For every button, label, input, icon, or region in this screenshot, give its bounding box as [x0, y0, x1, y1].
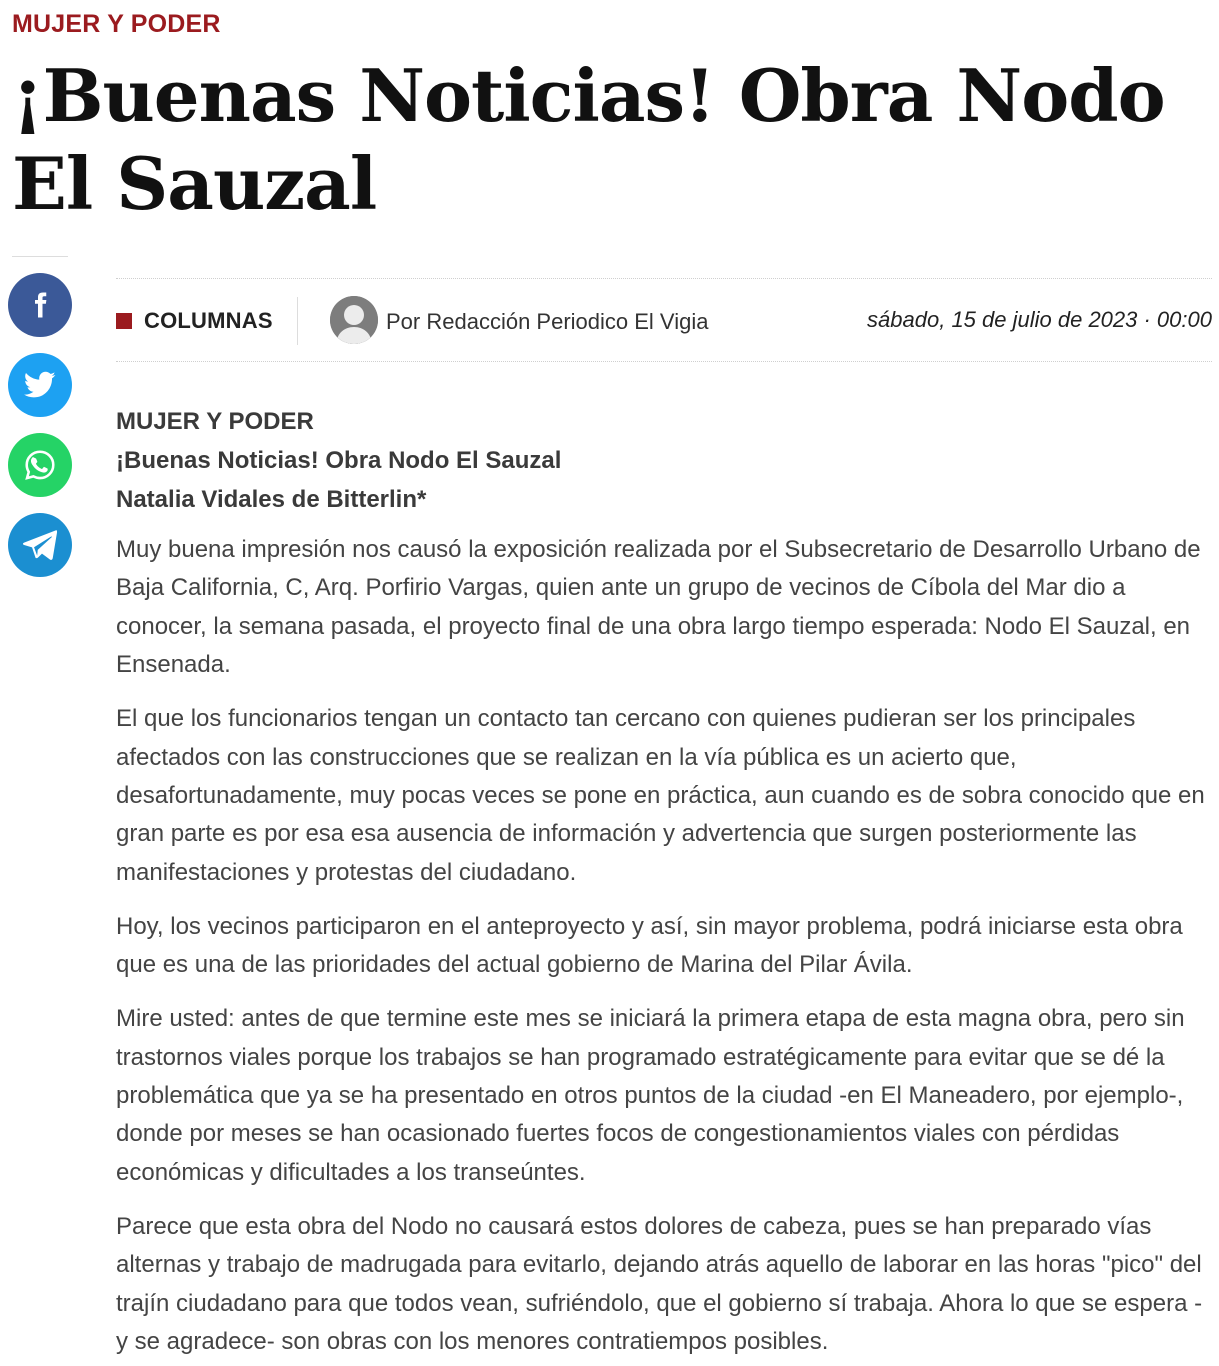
whatsapp-share-button[interactable] — [8, 433, 72, 497]
share-divider — [12, 256, 68, 257]
paragraph: Muy buena impresión nos causó la exposición realizada por el Subsecretario de Desarrollo Urbano de Baja California, C, Arq. Porfirio Vargas, quien ante un grupo de vecinos de Cíbola del Mar dio a conocer, la semana pasada, el proyecto final de una obra largo tiempo esperada: Nodo El Sauzal, en Ensenada. — [116, 536, 1201, 679]
columnist-name: Natalia Vidales de Bitterlin* — [116, 486, 427, 513]
user-placeholder-icon — [330, 296, 378, 344]
twitter-share-button[interactable] — [8, 353, 72, 417]
article-body — [116, 402, 1212, 1362]
article-headline: ¡Buenas Noticias! Obra Nodo El Sauzal — [12, 53, 1165, 226]
article-subtitle: ¡Buenas Noticias! Obra Nodo El Sauzal — [116, 447, 562, 474]
paragraph: Mire usted: antes de que termine este mes se iniciará la primera etapa de esta magna obra, pero sin trastornos viales porque los trabajos se han programado estratégicamente para evitar que se dé la problemática que ya se ha presentado en otros puntos de la ciudad -en El Maneadero, por ejemplo-, donde por meses se han ocasionado fuertes focos de congestionamientos viales con pérdidas económicas y dificultades a los transeúntes. — [116, 1005, 1185, 1186]
author-avatar[interactable] — [330, 296, 378, 344]
article-meta-bar — [116, 278, 1212, 362]
paragraph: Parece que esta obra del Nodo no causará estos dolores de cabeza, pues se han preparado vías alternas y trabajo de madrugada para evitarlo, dejando atrás aquello de laborar en las horas "pico" del trajín ciudadano para que todos vean, sufriéndolo, que el gobierno sí trabaja. Ahora lo que se espera -y se agradece- son obras con los menores contratiempos posibles. — [116, 1212, 1203, 1356]
telegram-icon — [23, 530, 57, 560]
paragraph: El que los funcionarios tengan un contacto tan cercano con quienes pudieran ser los principales afectados con las construcciones que se realizan en la vía pública es un acierto que, desafortunadamente, muy pocas veces se pone en práctica, aun cuando es de sobra conocido que en gran parte es por esa esa ausencia de información y advertencia que surgen posteriormente las manifestaciones y protestas del ciudadano. — [116, 705, 1205, 886]
category-link[interactable]: COLUMNAS — [144, 308, 273, 333]
section-kicker[interactable]: MUJER Y PODER — [12, 10, 221, 38]
meta-divider — [297, 297, 298, 345]
publish-date: sábado, 15 de julio de 2023 · 00:00 — [867, 307, 1212, 332]
facebook-share-button[interactable] — [8, 273, 72, 337]
paragraph: Hoy, los vecinos participaron en el anteproyecto y así, sin mayor problema, podrá iniciarse esta obra que es una de las prioridades del actual gobierno de Marina del Pilar Ávila. — [116, 912, 1183, 979]
twitter-icon — [24, 371, 56, 399]
column-title: MUJER Y PODER — [116, 408, 314, 435]
telegram-share-button[interactable] — [8, 513, 72, 577]
facebook-icon — [25, 288, 55, 322]
author-byline[interactable]: Por Redacción Periodico El Vigia — [386, 309, 709, 334]
whatsapp-icon — [23, 448, 57, 482]
category-marker — [116, 313, 132, 329]
